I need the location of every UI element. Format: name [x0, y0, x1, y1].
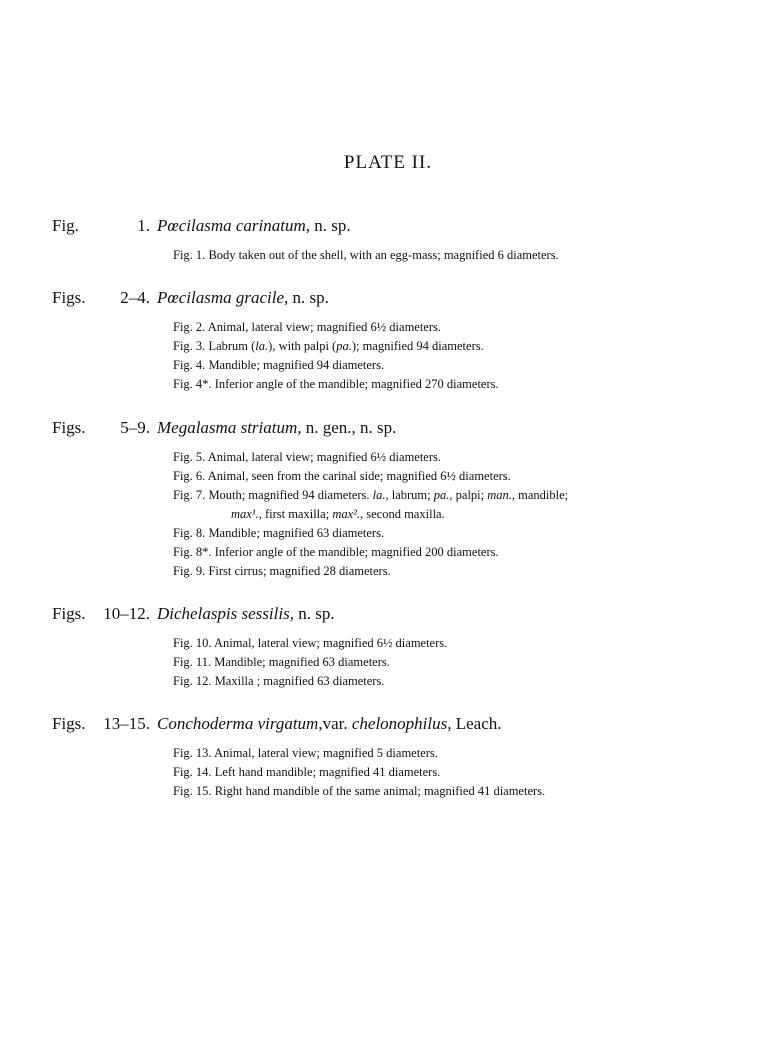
figure-item — [173, 246, 776, 265]
figure-list — [173, 318, 776, 394]
fig-label: Figs. — [52, 714, 86, 733]
figure-caption: Animal, seen from the carinal side; magnified 6½ diameters. — [207, 469, 511, 483]
figure-item — [173, 467, 776, 486]
species-italic: Conchoderma virgatum, — [157, 714, 323, 733]
figure-list — [173, 246, 776, 265]
figure-label: Fig. 14. — [173, 765, 212, 779]
abbrev: pa. — [336, 339, 352, 353]
species-variety: chelonophilus, — [351, 714, 452, 733]
figure-label: Fig. 8*. — [173, 545, 212, 559]
plate-section — [0, 604, 776, 691]
figure-caption: Body taken out of the shell, with an egg-mass; magnified 6 diameters. — [208, 248, 559, 262]
figure-item — [173, 634, 776, 653]
figure-caption: Inferior angle of the mandible; magnified 200 diameters. — [214, 545, 499, 559]
figure-caption: , palpi; — [449, 488, 488, 502]
abbrev: man. — [487, 488, 512, 502]
species-name — [157, 418, 396, 438]
figure-item — [173, 744, 776, 763]
figure-label: Fig. 9. — [173, 564, 206, 578]
figure-label: Fig. 12. — [173, 674, 212, 688]
fig-range: 2–4. — [120, 288, 150, 307]
figure-caption: , second maxilla. — [360, 507, 445, 521]
figure-caption: Labrum ( — [208, 339, 256, 353]
figure-item — [173, 356, 776, 375]
figure-caption: Mandible; magnified 63 diameters. — [214, 655, 390, 669]
figure-label: Fig. 11. — [173, 655, 212, 669]
figure-item — [173, 562, 776, 581]
figure-label: Fig. 4. — [173, 358, 206, 372]
section-heading — [0, 288, 776, 314]
figure-caption: Left hand mandible; magnified 41 diameters. — [214, 765, 441, 779]
fig-range: 10–12. — [103, 604, 150, 623]
figure-item — [173, 543, 776, 562]
abbrev: pa. — [433, 488, 450, 502]
species-suffix: n. sp. — [310, 216, 351, 235]
figure-caption: Animal, lateral view; magnified 6½ diameters. — [214, 636, 448, 650]
species-italic: Pœcilasma gracile, — [157, 288, 289, 307]
figure-list — [173, 744, 776, 801]
figure-label: Fig. 1. — [173, 248, 206, 262]
species-suffix: n. gen., n. sp. — [301, 418, 397, 437]
figure-label: Fig. 7. — [173, 488, 206, 502]
plate-section — [0, 714, 776, 801]
species-name — [157, 604, 335, 624]
plate-title: PLATE II. — [343, 152, 433, 173]
figure-label: Fig. 4*. — [173, 377, 212, 391]
figure-caption: Mandible; magnified 94 diameters. — [208, 358, 385, 372]
figure-item — [173, 653, 776, 672]
figure-label: Fig. 6. — [173, 469, 206, 483]
plate-section — [0, 216, 776, 265]
figure-caption: ), with palpi ( — [268, 339, 337, 353]
figure-item — [173, 763, 776, 782]
section-heading — [0, 418, 776, 444]
figure-item — [173, 782, 776, 801]
figure-caption: Animal, lateral view; magnified 6½ diameters. — [207, 320, 442, 334]
figure-item — [173, 318, 776, 337]
fig-label: Fig. — [52, 216, 79, 235]
fig-range: 5–9. — [120, 418, 150, 437]
species-italic: Pœcilasma carinatum, — [157, 216, 310, 235]
figure-caption: Right hand mandible of the same animal; magnified 41 diameters. — [214, 784, 546, 798]
figure-item — [173, 448, 776, 467]
species-italic: Megalasma striatum, — [157, 418, 302, 437]
figure-label: Fig. 8. — [173, 526, 206, 540]
species-suffix: Leach. — [451, 714, 502, 733]
fig-label: Figs. — [52, 418, 86, 437]
figure-item — [173, 337, 776, 356]
section-heading — [0, 216, 776, 242]
figure-caption: , mandible; — [511, 488, 569, 502]
species-italic: Dichelaspis sessilis, — [157, 604, 294, 623]
abbrev: la. — [255, 339, 269, 353]
section-heading — [0, 714, 776, 740]
species-name — [157, 714, 502, 734]
figure-item — [173, 672, 776, 691]
figure-caption: , first maxilla; — [258, 507, 333, 521]
abbrev: max². — [332, 507, 361, 521]
figure-label: Fig. 3. — [173, 339, 206, 353]
figure-label: Fig. 13. — [173, 746, 212, 760]
figure-caption: Animal, lateral view; magnified 5 diameters. — [214, 746, 438, 760]
figure-caption: Maxilla ; magnified 63 diameters. — [214, 674, 385, 688]
figure-caption: Animal, lateral view; magnified 6½ diameters. — [207, 450, 442, 464]
figure-label: Fig. 2. — [173, 320, 206, 334]
abbrev: la. — [372, 488, 386, 502]
species-name — [157, 216, 351, 236]
fig-label: Figs. — [52, 604, 86, 623]
species-name — [157, 288, 329, 308]
plate-section — [0, 418, 776, 581]
section-heading — [0, 604, 776, 630]
fig-range: 1. — [137, 216, 150, 235]
figure-caption: ); magnified 94 diameters. — [351, 339, 484, 353]
figure-item-continuation — [173, 505, 776, 524]
figure-caption: Mouth; magnified 94 diameters. — [208, 488, 373, 502]
figure-label: Fig. 15. — [173, 784, 212, 798]
figure-item — [173, 524, 776, 543]
figure-item — [173, 486, 776, 505]
figure-caption: First cirrus; magnified 28 diameters. — [208, 564, 391, 578]
figure-caption: , labrum; — [385, 488, 434, 502]
figure-caption: Inferior angle of the mandible; magnified 270 diameters. — [214, 377, 499, 391]
plate-section — [0, 288, 776, 394]
species-suffix: n. sp. — [293, 604, 335, 623]
figure-list — [173, 634, 776, 691]
figure-label: Fig. 5. — [173, 450, 206, 464]
fig-label: Figs. — [52, 288, 86, 307]
fig-range: 13–15. — [103, 714, 150, 733]
abbrev: max¹. — [231, 507, 259, 521]
figure-list — [173, 448, 776, 581]
figure-label: Fig. 10. — [173, 636, 212, 650]
species-variety-label: var. — [322, 714, 352, 733]
figure-item — [173, 375, 776, 394]
figure-caption: Mandible; magnified 63 diameters. — [208, 526, 385, 540]
species-suffix: n. sp. — [288, 288, 329, 307]
